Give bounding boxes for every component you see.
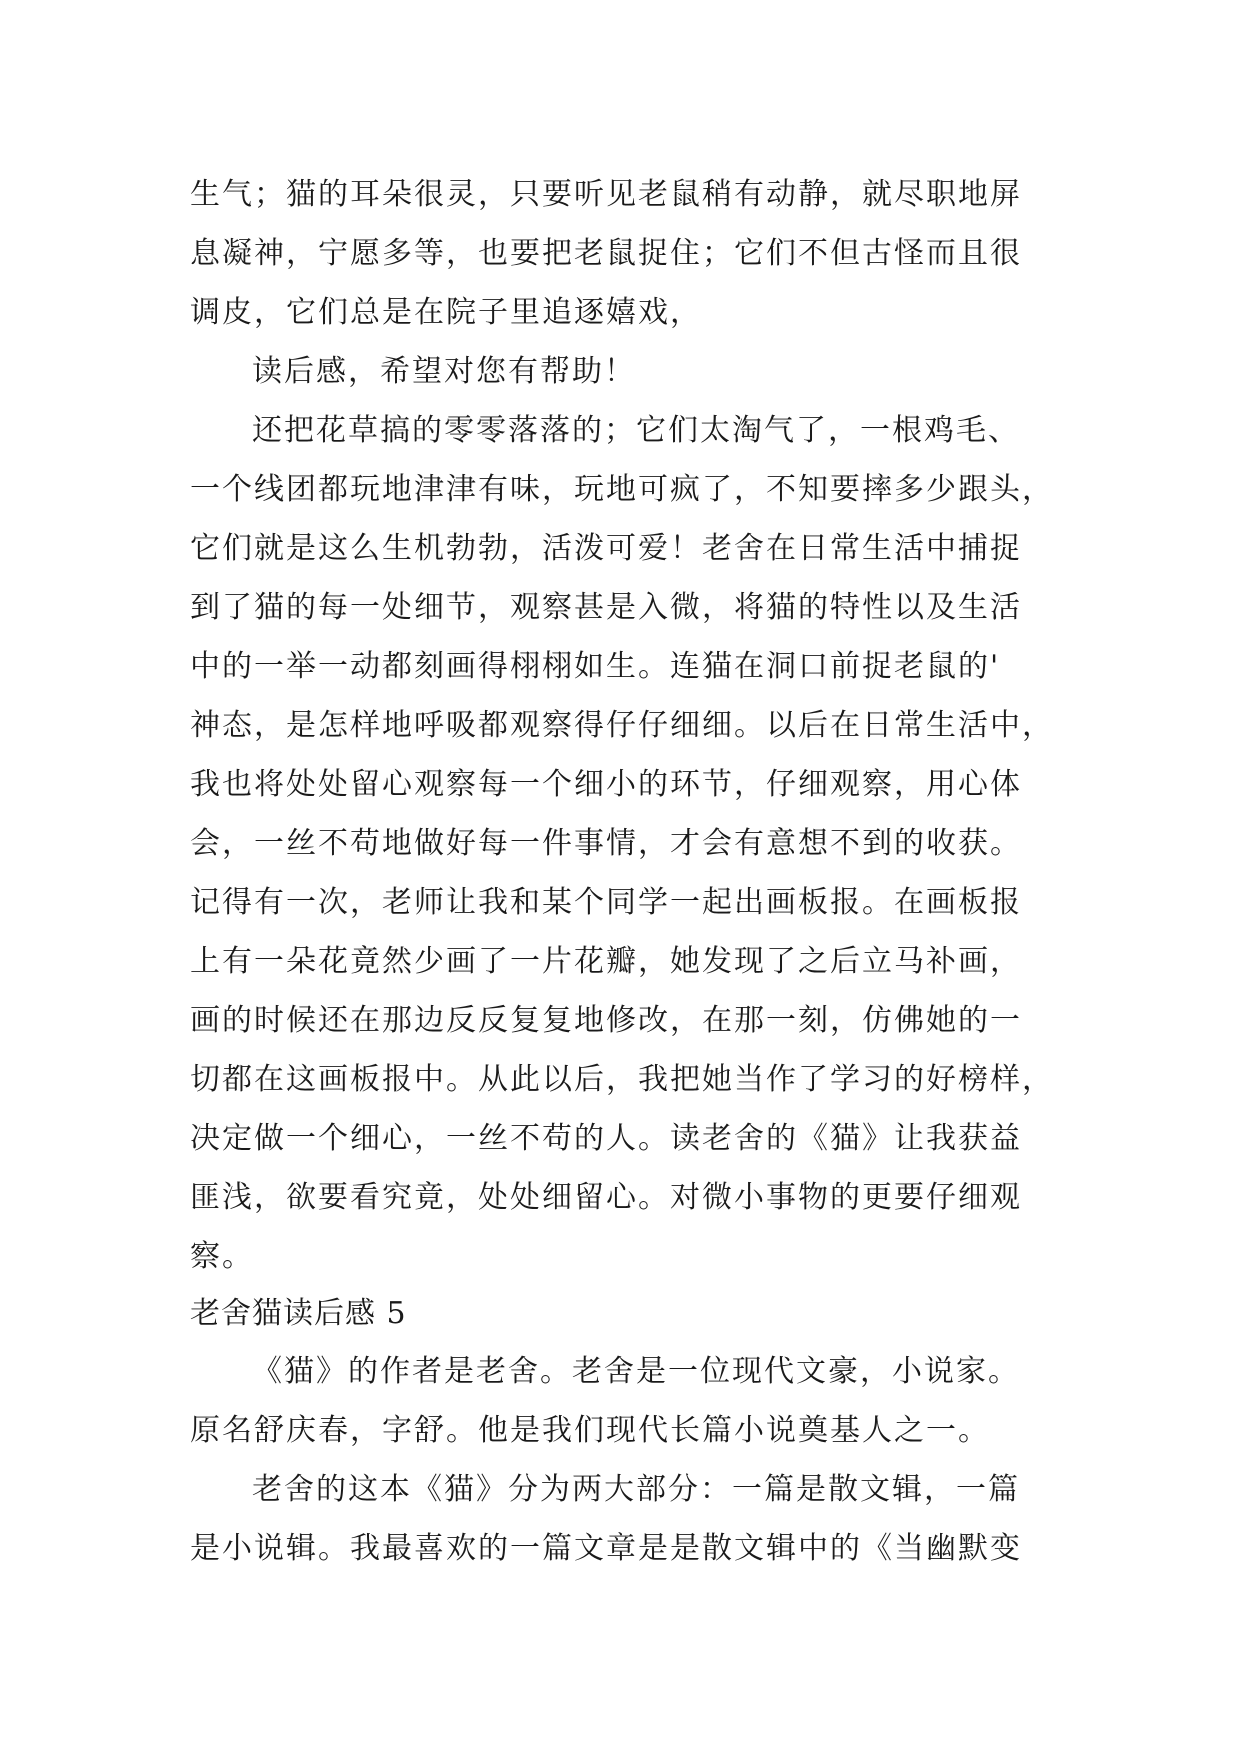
text-line: 切都在这画板报中。从此以后，我把她当作了学习的好榜样，	[190, 1062, 1054, 1097]
text-line: 记得有一次，老师让我和某个同学一起出画板报。在画板报	[190, 885, 1022, 920]
paragraph-start: 《猫》的作者是老舍。老舍是一位现代文豪，小说家。	[252, 1354, 1020, 1389]
paragraph-start: 还把花草搞的零零落落的；它们太淘气了，一根鸡毛、	[252, 413, 1020, 448]
text-line: 会，一丝不苟地做好每一件事情，才会有意想不到的收获。	[190, 826, 1022, 861]
document-body	[190, 165, 1070, 1578]
text-line: 我也将处处留心观察每一个细小的环节，仔细观察，用心体	[190, 767, 1022, 802]
text-line: 中的一举一动都刻画得栩栩如生。连猫在洞口前捉老鼠的'	[190, 649, 1001, 684]
text-line: 读后感，希望对您有帮助！	[252, 354, 636, 389]
text-line: 匪浅，欲要看究竟，处处细留心。对微小事物的更要仔细观	[190, 1180, 1022, 1215]
text-line: 它们就是这么生机勃勃，活泼可爱！老舍在日常生活中捕捉	[190, 531, 1022, 566]
paragraph-start: 老舍的这本《猫》分为两大部分：一篇是散文辑，一篇	[252, 1472, 1020, 1507]
text-line: 上有一朵花竟然少画了一片花瓣，她发现了之后立马补画，	[190, 944, 1022, 979]
section-heading: 老舍猫读后感 5	[190, 1296, 407, 1331]
text-line: 一个线团都玩地津津有味，玩地可疯了，不知要摔多少跟头，	[190, 472, 1054, 507]
text-line: 画的时候还在那边反反复复地修改，在那一刻，仿佛她的一	[190, 1003, 1022, 1038]
text-line: 息凝神，宁愿多等，也要把老鼠捉住；它们不但古怪而且很	[190, 236, 1022, 271]
text-line: 原名舒庆春，字舒。他是我们现代长篇小说奠基人之一。	[190, 1413, 990, 1448]
text-line: 调皮，它们总是在院子里追逐嬉戏，	[190, 295, 702, 330]
text-line: 到了猫的每一处细节，观察甚是入微，将猫的特性以及生活	[190, 590, 1022, 625]
text-line: 生气；猫的耳朵很灵，只要听见老鼠稍有动静，就尽职地屏	[190, 177, 1022, 212]
text-line: 决定做一个细心，一丝不苟的人。读老舍的《猫》让我获益	[190, 1121, 1022, 1156]
text-line: 神态，是怎样地呼吸都观察得仔仔细细。以后在日常生活中，	[190, 708, 1054, 743]
text-line: 察。	[190, 1239, 254, 1274]
text-line: 是小说辑。我最喜欢的一篇文章是是散文辑中的《当幽默变	[190, 1531, 1022, 1566]
